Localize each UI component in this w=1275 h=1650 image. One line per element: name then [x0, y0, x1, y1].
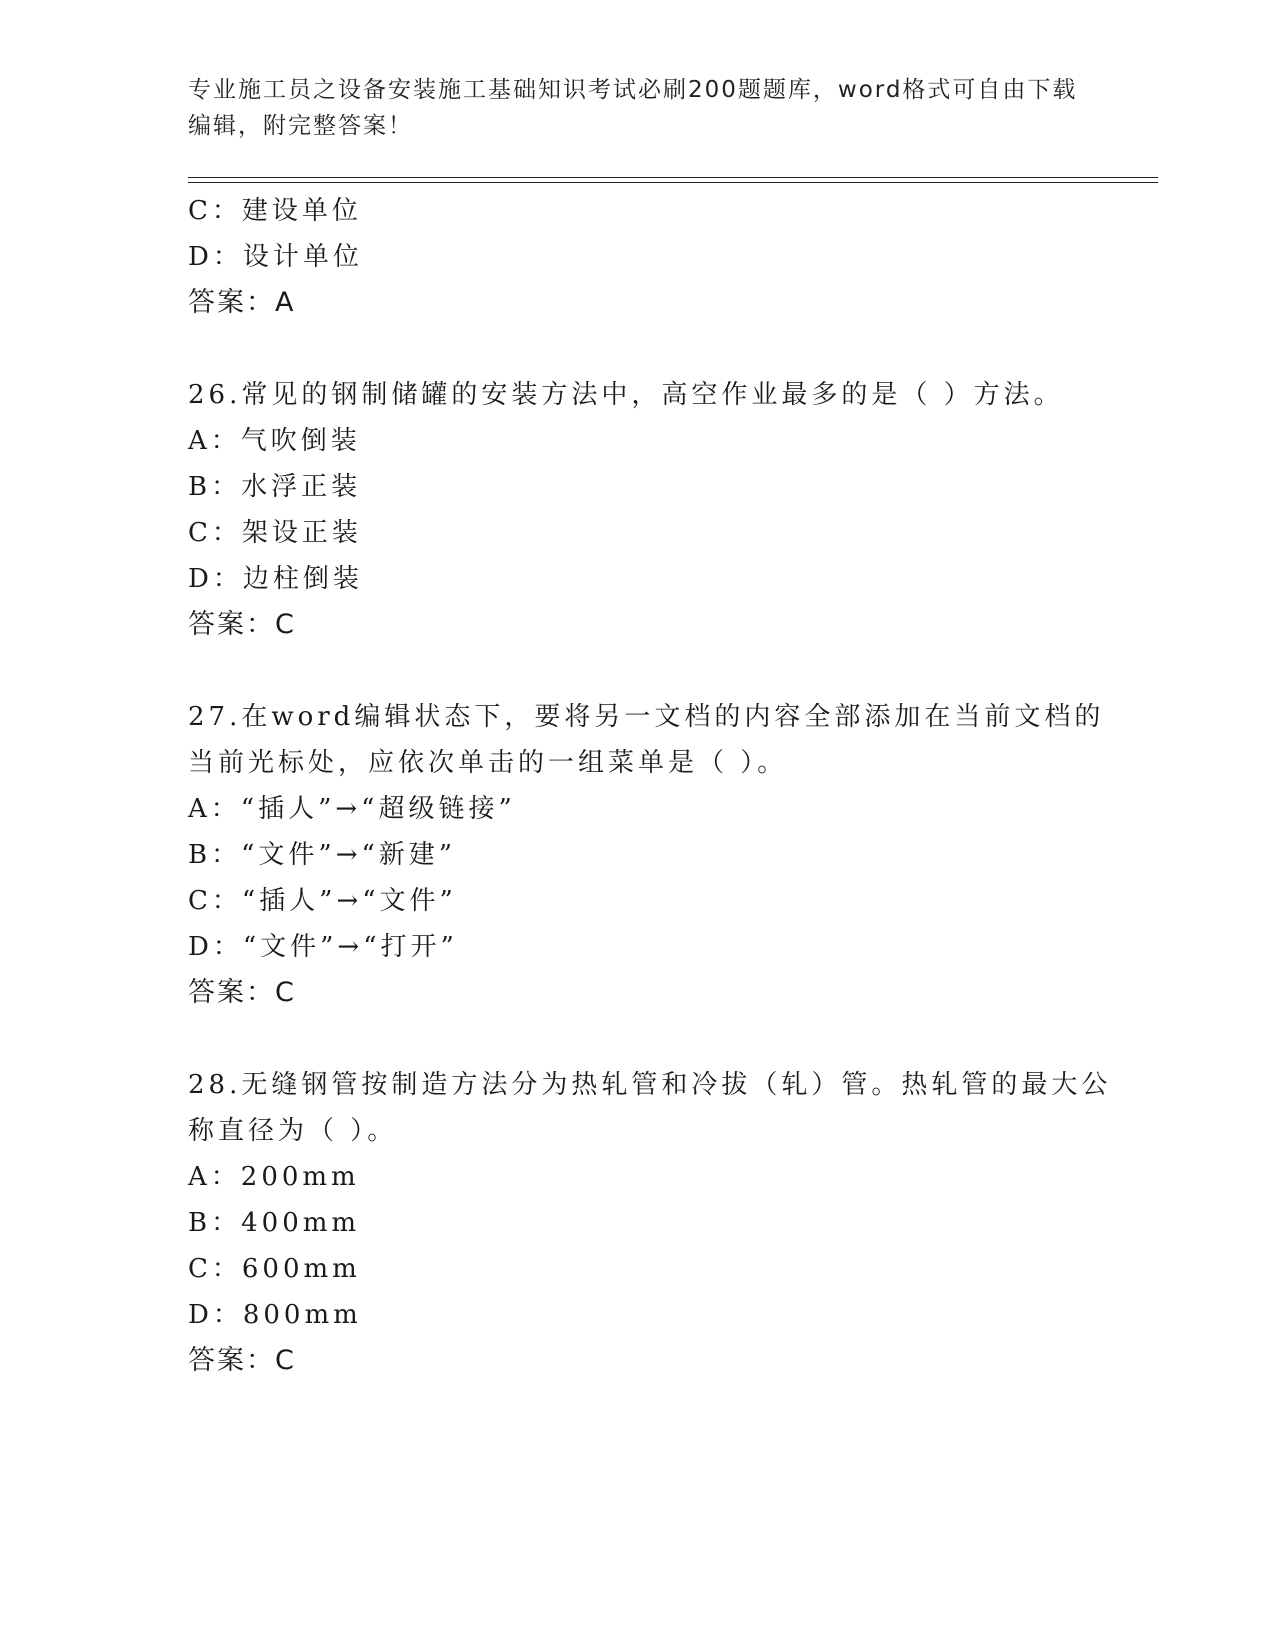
option-b: B：400mm: [188, 1208, 361, 1238]
option-d: D：800mm: [188, 1300, 362, 1330]
answer-line: 答案：C: [188, 609, 296, 640]
question-27: [188, 694, 1105, 1016]
option-c: C：架设正装: [188, 518, 362, 548]
option-a: A：“插人”→“超级链接”: [188, 794, 516, 824]
question-text-line2: 当前光标处，应依次单击的一组菜单是（ ）。: [188, 748, 788, 778]
header-divider-bottom: [188, 182, 1158, 183]
answer-line: 答案：A: [188, 287, 296, 318]
option-a: A：气吹倒装: [188, 426, 361, 456]
option-d: D：边柱倒装: [188, 564, 363, 594]
spacer: [188, 1016, 1088, 1062]
option-c: C：建设单位: [188, 196, 362, 226]
question-26: [188, 372, 1088, 648]
question-text: 26.常见的钢制储罐的安装方法中，高空作业最多的是（ ）方法。: [188, 380, 1064, 410]
header-title-line2: 编辑，附完整答案！: [188, 113, 413, 139]
option-b: B：“文件”→“新建”: [188, 840, 457, 870]
option-d: D：“文件”→“打开”: [188, 932, 458, 962]
option-a: A：200mm: [188, 1162, 360, 1192]
option-b: B：水浮正装: [188, 472, 362, 502]
answer-line: 答案：C: [188, 977, 296, 1008]
header-divider-top: [188, 177, 1158, 178]
answer-line: 答案：C: [188, 1345, 296, 1376]
header-title-line1: 专业施工员之设备安装施工基础知识考试必刷200题题库，word格式可自由下载: [188, 77, 1078, 103]
question-text-line2: 称直径为（ ）。: [188, 1116, 398, 1146]
question-text-line1: 28.无缝钢管按制造方法分为热轧管和冷拔（轧）管。热轧管的最大公: [188, 1070, 1112, 1100]
document-header: [188, 72, 1088, 144]
option-c: C：600mm: [188, 1254, 361, 1284]
spacer: [188, 326, 1088, 372]
spacer: [188, 648, 1088, 694]
document-body: [188, 188, 1112, 1384]
question-text-line1: 27.在word编辑状态下，要将另一文档的内容全部添加在当前文档的: [188, 702, 1105, 732]
question-28: [188, 1062, 1112, 1384]
option-c: C：“插人”→“文件”: [188, 886, 457, 916]
option-d: D：设计单位: [188, 242, 363, 272]
